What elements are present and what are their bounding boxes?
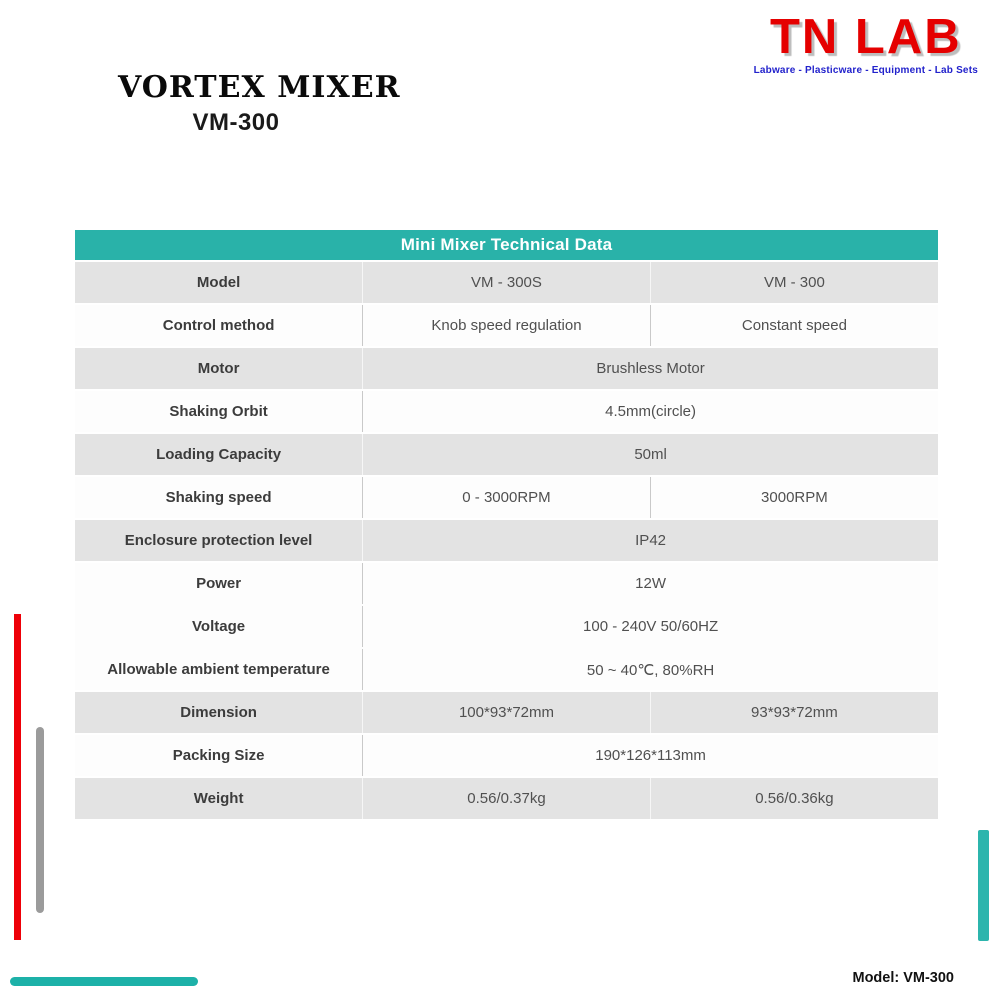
table-row xyxy=(75,562,938,605)
row-label: Allowable ambient temperature xyxy=(107,661,330,678)
table-title: Mini Mixer Technical Data xyxy=(75,230,938,261)
row-label: Shaking Orbit xyxy=(169,403,268,420)
red-accent-bar xyxy=(14,614,21,940)
row-value: 50 ~ 40℃, 80%RH xyxy=(363,648,938,691)
table-title-row xyxy=(75,230,938,261)
table-row xyxy=(75,390,938,433)
table-row xyxy=(75,648,938,691)
row-label: Motor xyxy=(197,360,240,377)
row-label: Voltage xyxy=(192,618,246,635)
row-label: Weight xyxy=(193,790,244,807)
table-row xyxy=(75,476,938,519)
table-row xyxy=(75,347,938,390)
row-value: IP42 xyxy=(363,519,938,562)
row-label: Enclosure protection level xyxy=(124,532,313,549)
technical-data-table xyxy=(75,230,938,819)
footer-model-label: Model: VM-300 xyxy=(852,970,954,986)
brand-logo-name: TN LAB xyxy=(769,10,962,64)
row-value: 50ml xyxy=(363,433,938,476)
table-row xyxy=(75,734,938,777)
row-value: Knob speed regulation xyxy=(363,304,651,347)
row-value: 0 - 3000RPM xyxy=(363,476,651,519)
row-value: 0.56/0.36kg xyxy=(650,777,938,819)
brand-logo-tagline: Labware - Plasticware - Equipment - Lab Sets xyxy=(753,65,978,77)
row-value: VM - 300 xyxy=(650,261,938,304)
row-label: Shaking speed xyxy=(165,489,272,506)
row-value: 100 - 240V 50/60HZ xyxy=(363,605,938,648)
table-row xyxy=(75,304,938,347)
row-value: 190*126*113mm xyxy=(363,734,938,777)
row-value: 93*93*72mm xyxy=(650,691,938,734)
row-value: Constant speed xyxy=(650,304,938,347)
table-row xyxy=(75,605,938,648)
table-row xyxy=(75,433,938,476)
product-title: VORTEX MIXER xyxy=(118,70,401,105)
gray-accent-bar xyxy=(36,727,44,913)
row-value: Brushless Motor xyxy=(363,347,938,390)
row-label: Loading Capacity xyxy=(156,446,282,463)
row-value: 4.5mm(circle) xyxy=(363,390,938,433)
teal-right-bar xyxy=(978,830,989,941)
teal-bottom-bar xyxy=(10,977,198,986)
row-label: Packing Size xyxy=(172,747,265,764)
row-label: Model xyxy=(196,274,241,291)
row-value: 0.56/0.37kg xyxy=(363,777,651,819)
row-label: Dimension xyxy=(180,704,257,721)
table-row xyxy=(75,261,938,304)
row-label: Power xyxy=(196,575,242,592)
product-model: VM-300 xyxy=(192,109,280,136)
row-value: 12W xyxy=(363,562,938,605)
row-value: 100*93*72mm xyxy=(363,691,651,734)
product-title-block xyxy=(118,70,401,137)
brand-logo xyxy=(754,12,978,76)
row-label: Control method xyxy=(162,317,275,334)
table-row xyxy=(75,691,938,734)
row-value: 3000RPM xyxy=(650,476,938,519)
table-row xyxy=(75,519,938,562)
table-row xyxy=(75,777,938,819)
row-value: VM - 300S xyxy=(363,261,651,304)
